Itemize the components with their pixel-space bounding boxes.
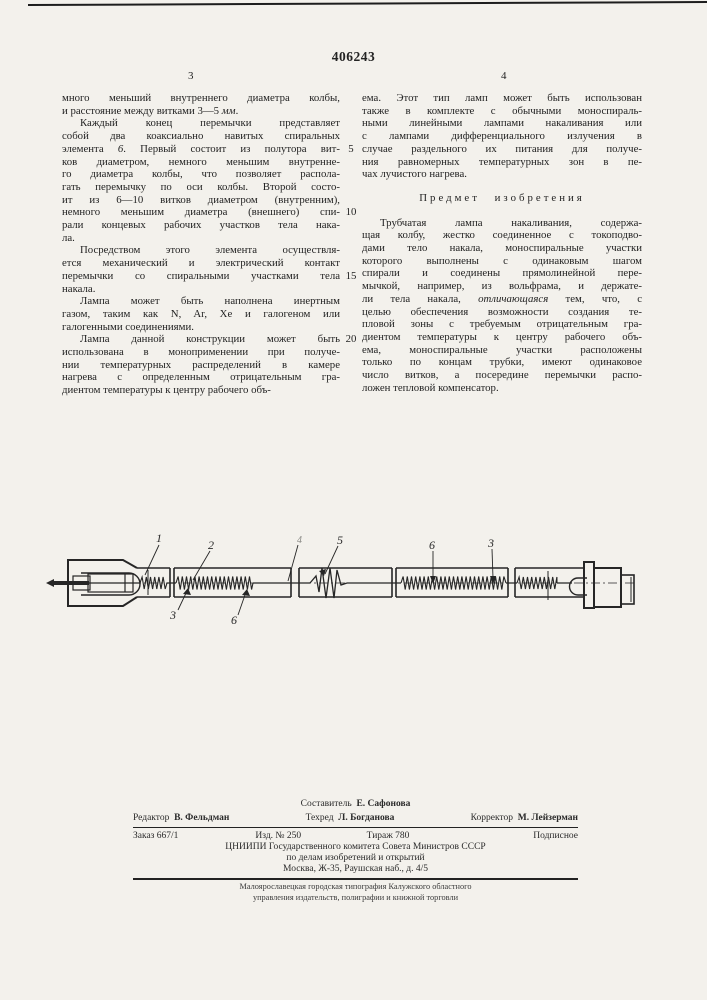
scan-edge-artifact	[28, 1, 707, 6]
coil-right-main	[401, 577, 506, 590]
print-info-row	[133, 831, 578, 841]
text-line: которого выполнены с одинаковым шагом	[362, 254, 642, 267]
figure-label-5: 5	[337, 533, 343, 547]
text-line: Лампа данной конструкции может быть	[80, 333, 340, 346]
text-line: целью обеспечения возможности создания те-	[362, 305, 642, 318]
text-line: ложен тепловой компенсатор.	[362, 381, 499, 394]
line-number-20: 20	[345, 333, 357, 346]
text-line: число витков, а посередине перемычки распо-	[362, 369, 642, 382]
text-line: ными линейными лампами накаливания или	[362, 117, 642, 130]
footer-rule-bottom	[133, 878, 578, 880]
edition-number: Изд. № 250	[255, 831, 302, 841]
footer-rule-top	[133, 827, 578, 828]
printer-line-2: управления издательств, полиграфии и книжной торговли	[252, 893, 459, 902]
text-line: гать перемычку по оси колбы. Второй состо-	[62, 180, 340, 193]
text-line: собой два коаксиально навитых спиральных	[62, 130, 340, 143]
text-line: Каждый конец перемычки представляет	[80, 117, 340, 130]
text-line: чах лучистого нагрева.	[362, 168, 467, 181]
right-page-number: 4	[501, 70, 507, 82]
text-line: щая колбу, жестко соединенное с токоподво-	[362, 229, 642, 242]
text-line: галогенными соединениями.	[62, 320, 194, 333]
text-line: нагрева с определенным отрицательным гра-	[62, 371, 340, 384]
right-lamp-cap	[570, 562, 635, 608]
text-line: накала.	[62, 282, 96, 295]
compiler-name: Е. Сафонова	[356, 799, 411, 809]
text-line: немного меньшим диаметра (внешнего) спи-	[62, 206, 340, 219]
text-line: ков диаметром, немного меньшим внутренне-	[62, 155, 340, 168]
text-line: только по концам трубки, имеют одинаковое	[362, 356, 642, 369]
line-number-5: 5	[348, 142, 354, 155]
text-line: ется механический и электрический контакт	[62, 257, 340, 270]
figure-label-6-top: 6	[429, 538, 435, 552]
text-line: много меньший внутреннего диаметра колбы,	[62, 92, 340, 104]
text-line: пловой зоны с требуемым отрицательным гра-	[362, 318, 642, 331]
figure-label-4: 4	[297, 535, 302, 546]
text-line: рали концевых рабочих участков тела нака-	[62, 219, 340, 232]
text-line: мычкой, например, из вольфрама, и держате-	[362, 280, 642, 293]
text-line: элемента 6. Первый состоит из полутора вит-	[62, 142, 340, 155]
text-line: ла.	[62, 231, 75, 244]
left-column-text	[62, 92, 340, 397]
text-line: случае раздельного их питания для получе-	[362, 142, 642, 155]
right-column-text	[362, 92, 642, 394]
text-line: газом, таким как N, Ar, Xe и галогеном или	[62, 307, 340, 320]
text-line: также в комплекте с обычными моноспираль-	[362, 104, 642, 117]
subscription-note: Подписное	[533, 831, 578, 841]
text-line: ния равномерных температурных зон в пе-	[362, 155, 642, 168]
org-line-3: Москва, Ж-35, Раушская наб., д. 4/5	[283, 864, 428, 874]
techred-cell: Техред Л. Богданова	[305, 813, 395, 823]
text-line: спирали и соединены прямолинейной пере-	[362, 267, 642, 280]
line-number-15: 15	[345, 269, 357, 282]
editor-cell: Редактор В. Фельдман	[133, 813, 230, 823]
printer-line-1: Малоярославецкая городская типография Калужского областного	[239, 882, 472, 891]
text-line: использована в моноприменении при получе-	[62, 346, 340, 359]
section-heading: Предмет изобретения	[419, 191, 585, 204]
text-line: ема, моноспиральные участки расположены	[362, 343, 642, 356]
text-line: с лампами дифференциального излучения в	[362, 130, 642, 143]
figure-label-6-bottom: 6	[231, 613, 237, 627]
text-line: перемычки со спиральными участками тела	[62, 269, 340, 282]
figure-label-1: 1	[156, 531, 162, 545]
org-line-1: ЦНИИПИ Государственного комитета Совета Министров СССР	[225, 842, 486, 852]
text-line: ли тела накала, отличающаяся тем, что, с	[362, 292, 642, 305]
circulation: Тираж 780	[366, 831, 410, 841]
order-number: Заказ 667/1	[133, 831, 179, 841]
patent-number: 406243	[331, 49, 376, 64]
corrector-cell: Корректор М. Лейзерман	[470, 813, 578, 823]
org-line-2: по делам изобретений и открытий	[286, 853, 425, 863]
text-line: Посредством этого элемента осуществля-	[80, 244, 340, 257]
figure-label-3-bottom: 3	[170, 608, 176, 622]
figure-label-3-top: 3	[488, 536, 494, 550]
line-number-10: 10	[345, 206, 357, 219]
staff-row	[133, 813, 578, 823]
text-line: диентом температуры к центру рабочего объ-	[362, 330, 642, 343]
text-line: Трубчатая лампа накаливания, содержа-	[380, 216, 642, 229]
text-line: диентом температуры к центру рабочего объ-	[62, 384, 271, 397]
imprint-footer	[133, 799, 578, 902]
text-line: дами тело накала, моноспиральные участки	[362, 242, 642, 255]
lamp-figure	[45, 518, 645, 630]
compiler-label: Составитель	[300, 799, 352, 809]
text-line: ит из 6—10 витков диаметром (внутренним),	[62, 193, 340, 206]
compiler-row	[133, 799, 578, 809]
figure-label-2: 2	[208, 538, 214, 552]
text-line: и расстояние между витками 3—5 мм.	[62, 104, 239, 117]
margin-line-numbers	[342, 92, 360, 412]
text-line: го диаметра колбы, что позволяет распола-	[62, 168, 340, 181]
text-line: нии температурных распределений в камере	[62, 358, 340, 371]
left-page-number: 3	[188, 70, 194, 82]
text-line: ема. Этот тип ламп может быть использован	[362, 92, 642, 104]
text-line: Лампа может быть наполнена инертным	[80, 295, 340, 308]
